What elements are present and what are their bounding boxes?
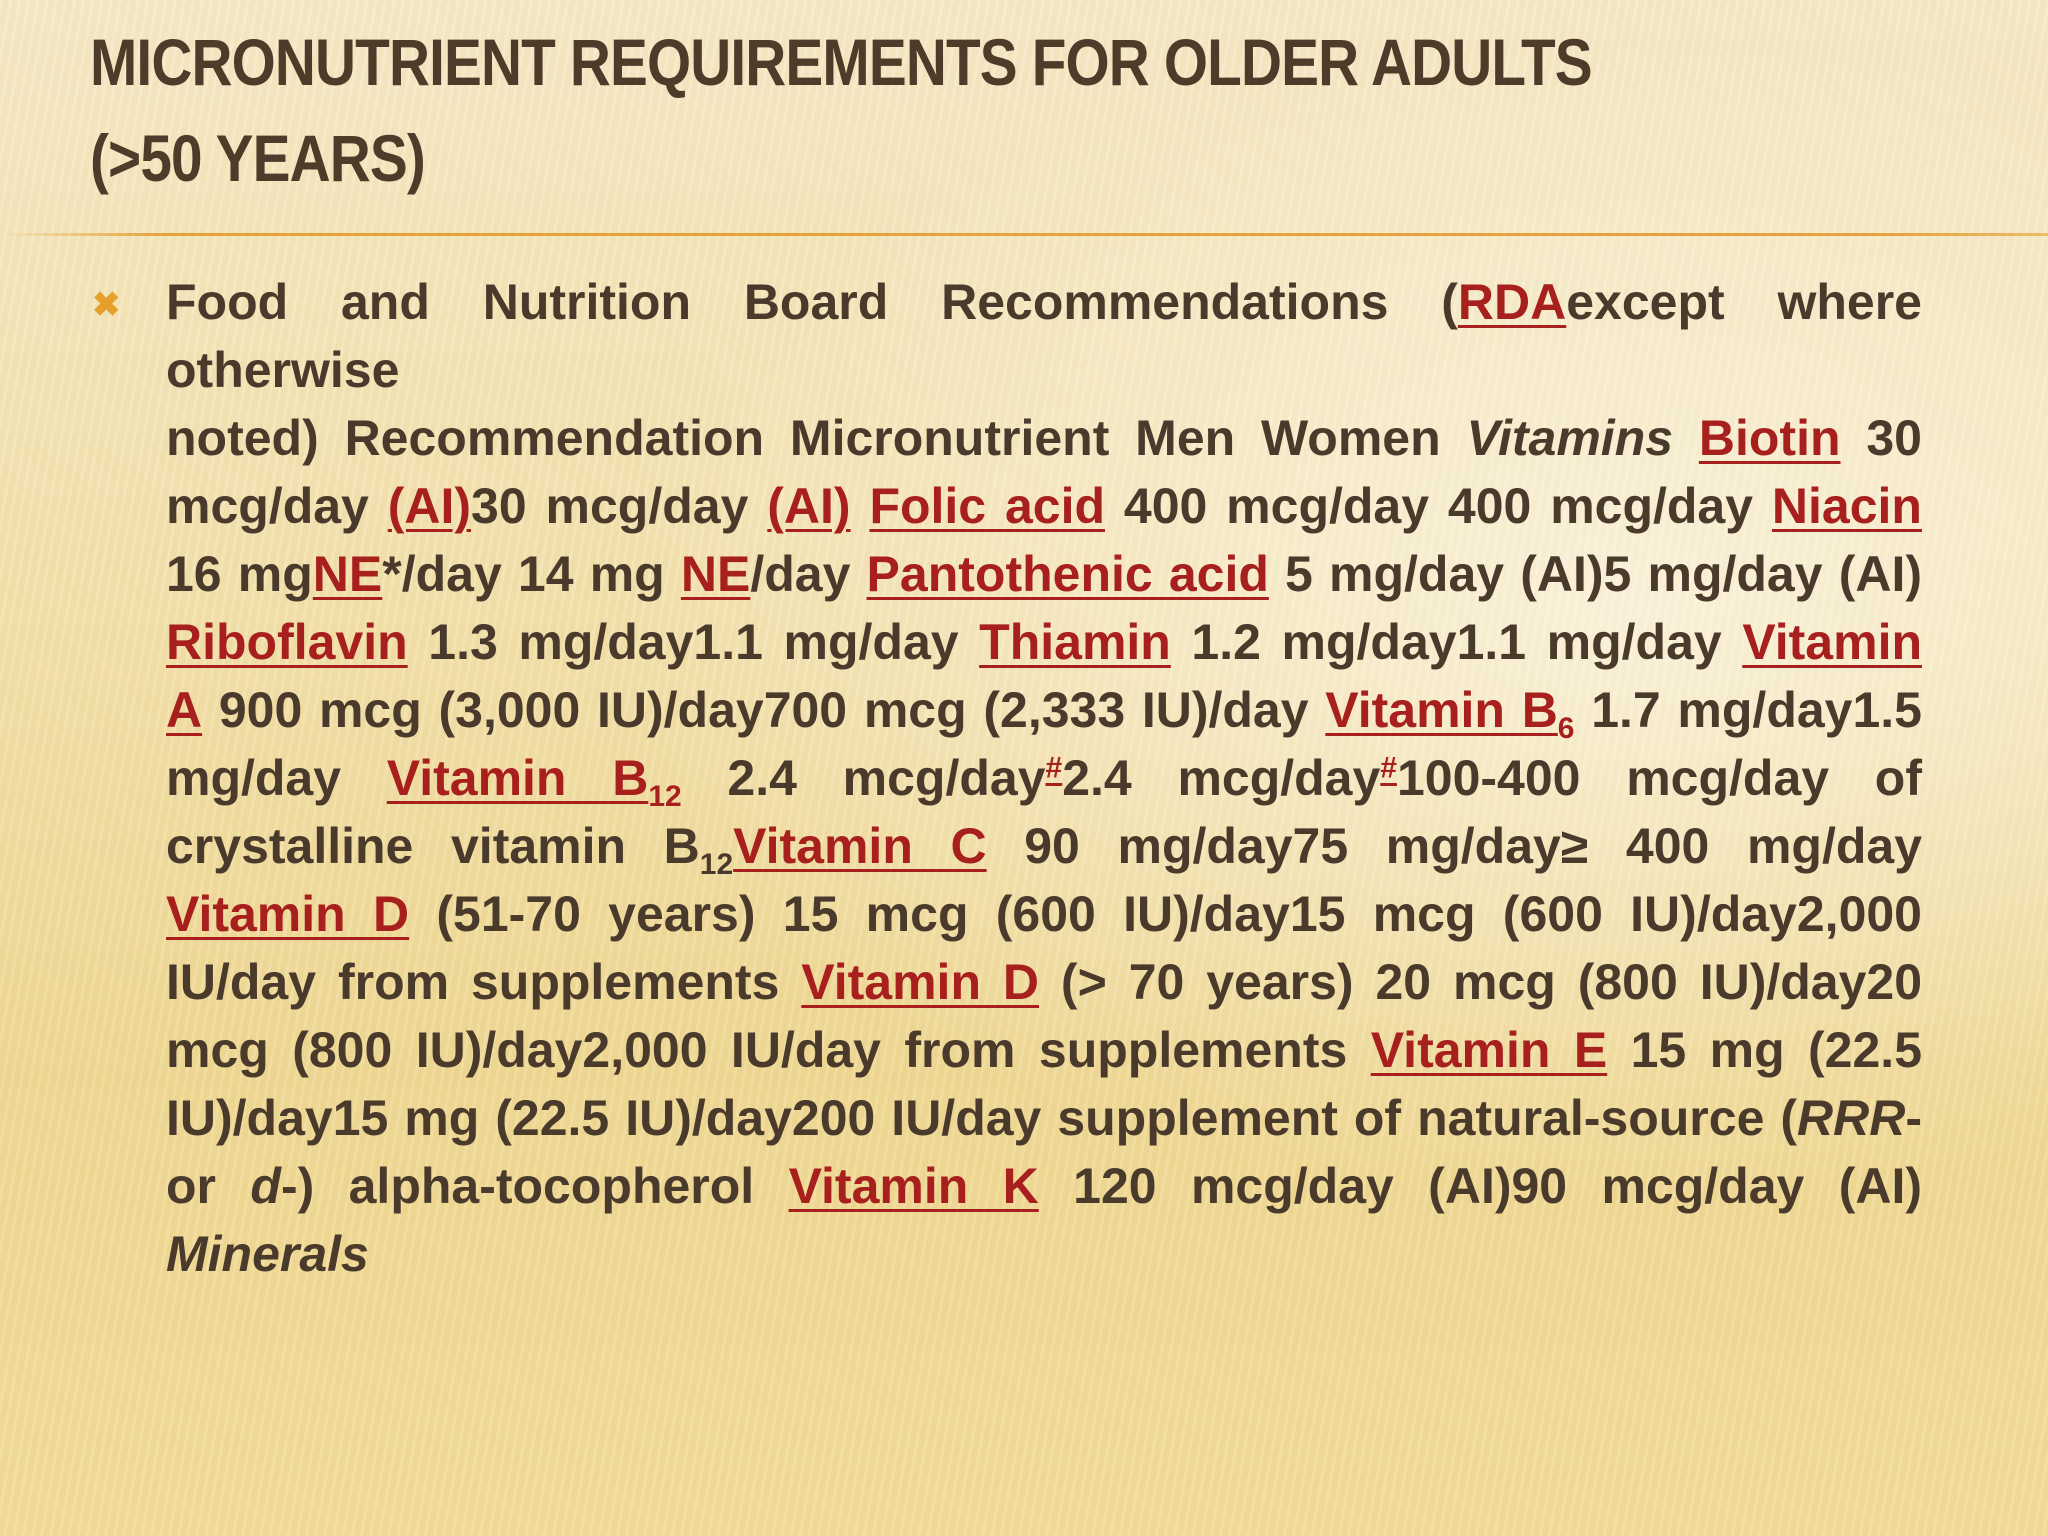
link-vitamin-e[interactable]: Vitamin E <box>1370 1022 1608 1078</box>
body-text-segment: 1.3 mg/day1.1 mg/day <box>407 614 980 670</box>
body-text-segment: 16 mg <box>166 546 313 602</box>
body-text-segment: 5 mg/day (AI)5 mg/day (AI) <box>1268 546 1922 602</box>
subscript: 12 <box>699 848 734 881</box>
link-pantothenic-acid[interactable]: Pantothenic acid <box>866 546 1269 602</box>
link-vitamin-b6-label: Vitamin B <box>1325 682 1558 738</box>
link-niacin[interactable]: Niacin <box>1771 478 1922 534</box>
link-biotin[interactable]: Biotin <box>1698 410 1841 466</box>
link-rda[interactable]: RDA <box>1457 274 1567 330</box>
link-thiamin[interactable]: Thiamin <box>979 614 1171 670</box>
italic-text: RRR <box>1797 1090 1906 1146</box>
body-text-segment: 120 mcg/day (AI)90 mcg/day (AI) <box>1038 1158 1923 1214</box>
link-vitamin-d[interactable]: Vitamin D <box>166 886 410 942</box>
link-vitamin-k[interactable]: Vitamin K <box>788 1158 1039 1214</box>
body-text-segment: 400 mcg/day 400 mcg/day <box>1105 478 1772 534</box>
body-text-segment: (> 70 years) 20 mcg (800 IU)/day20 mcg (800 IU)/day2,000 IU/day from supplements <box>166 954 1923 1078</box>
link-vitamin-b12[interactable] <box>386 750 682 813</box>
body-text-segment: 1.7 mg/day1.5 mg/day <box>166 682 1922 806</box>
link-vitamin-b12-label: Vitamin B <box>386 750 649 806</box>
section-label-minerals: Minerals <box>166 1226 369 1282</box>
italic-text: d <box>250 1158 281 1214</box>
body-text-segment: (51-70 years) 15 mcg (600 IU)/day15 mcg (600 IU)/day2,000 IU/day from supplements <box>166 886 1922 1010</box>
link-vitamin-d[interactable]: Vitamin D <box>801 954 1040 1010</box>
link-ai[interactable]: (AI) <box>767 478 851 534</box>
link-vitamin-b6[interactable] <box>1325 682 1575 745</box>
x-mark-bullet-icon: ✖ <box>92 286 121 324</box>
link-ai[interactable]: (AI) <box>387 478 472 534</box>
body-paragraph <box>166 268 1922 1288</box>
body-text-segment: 2.4 mcg/day <box>681 750 1046 806</box>
body-text-segment: 900 mcg (3,000 IU)/day700 mcg (2,333 IU)/day <box>202 682 1326 738</box>
link-vitamin-a[interactable]: Vitamin A <box>166 614 1922 738</box>
footnote-link[interactable]: # <box>1045 751 1063 785</box>
body-text-segment: - or <box>166 1090 1922 1214</box>
link-ne[interactable]: NE <box>680 546 751 602</box>
body-text-segment: Food and Nutrition Board Recommendations ( <box>166 274 1458 330</box>
body-text-segment: 15 mg (22.5 IU)/day15 mg (22.5 IU)/day200 IU/day supplement of natural-source ( <box>166 1022 1922 1146</box>
body-text-segment: */day 14 mg <box>382 546 681 602</box>
body-text-segment: 2.4 mcg/day <box>1062 750 1381 806</box>
slide-title <box>90 14 1724 206</box>
body-text-segment: noted) Recommendation Micronutrient Men Women <box>166 410 1467 466</box>
body-text-segment: 100-400 mcg/day of crystalline vitamin B <box>166 750 1922 874</box>
link-ne[interactable]: NE <box>312 546 383 602</box>
subscript: 12 <box>648 780 682 813</box>
body-text-segment: except where otherwise <box>166 274 1922 398</box>
body-text-segment: -) alpha-tocopherol <box>280 1158 789 1214</box>
footnote-link[interactable]: # <box>1380 751 1397 785</box>
body-text-segment: 30 mcg/day <box>166 410 1922 534</box>
slide-title-line-2: (>50 YEARS) <box>90 121 425 195</box>
section-label-vitamins: Vitamins <box>1466 410 1674 466</box>
body-text-segment: 1.2 mg/day1.1 mg/day <box>1170 614 1743 670</box>
slide-title-line-1: MICRONUTRIENT REQUIREMENTS FOR OLDER ADULTS <box>90 25 1592 99</box>
body-text-segment: /day <box>750 546 867 602</box>
body-text-segment: 30 mcg/day <box>471 478 768 534</box>
link-riboflavin[interactable]: Riboflavin <box>166 614 408 670</box>
subscript: 6 <box>1557 712 1575 745</box>
body-text-segment: 90 mg/day75 mg/day≥ 400 mg/day <box>986 818 1923 874</box>
body-text <box>166 268 1922 1288</box>
title-divider <box>0 233 2048 236</box>
link-folic-acid[interactable]: Folic acid <box>869 478 1106 534</box>
link-vitamin-c[interactable]: Vitamin C <box>733 818 987 874</box>
